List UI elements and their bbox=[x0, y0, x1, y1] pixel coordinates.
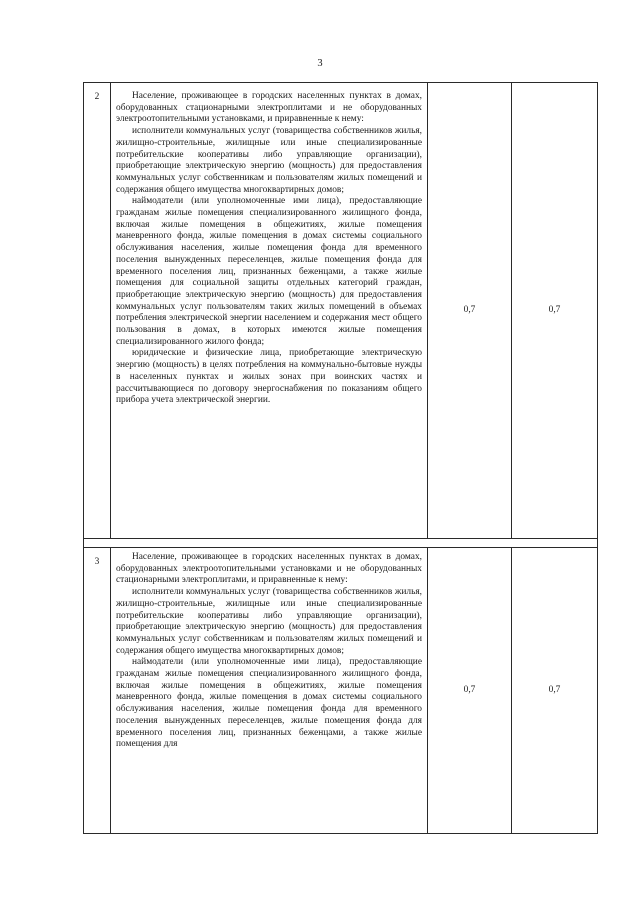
category-paragraph: наймодатели (или уполномоченные ими лица), предоставляющие гражданам жилые помещения специализированного жилищного фонда, включая жилые помещения в общежитиях, жилые помещения маневренного фонда, жилые помещения в домах системы социального обслуживания населения, жилые помещения фонда для временного поселения вынужденных переселенцев, жилые помещения фонда для временного поселения лиц, признанных беженцами, а также жилые помещения для bbox=[116, 657, 422, 750]
category-paragraph: исполнители коммунальных услуг (товарищества собственников жилья, жилищно-строительные, жилищные или иные специализированные потребительские кооперативы либо управляющие организации), приобретающие электрическую энергию (мощность) для предоставления коммунальных услуг собственникам и пользователям жилых помещений и содержания общего имущества многоквартирных домов; bbox=[116, 587, 422, 656]
table-row bbox=[84, 83, 598, 539]
category-description bbox=[111, 83, 428, 539]
category-paragraph: Население, проживающее в городских населенных пунктах в домах, оборудованных стационарными электроплитами и не оборудованных электроотопительными установками, и приравненные к нему: bbox=[116, 91, 422, 125]
coefficient-value-1: 0,7 bbox=[428, 548, 512, 834]
row-gap bbox=[84, 539, 598, 548]
category-paragraph: наймодатели (или уполномоченные ими лица), предоставляющие гражданам жилые помещения специализированного жилищного фонда, включая жилые помещения в общежитиях, жилые помещения маневренного фонда, жилые помещения в домах системы социального обслуживания населения, жилые помещения фонда для временного поселения вынужденных переселенцев, жилые помещения фонда для временного поселения лиц, признанных беженцами, а также жилые помещения для социальной защиты отдельных категорий граждан, приобретающие электрическую энергию (мощность) для предоставления коммунальных услуг пользователям таких жилых помещений в объемах потребления электрической энергии населением и содержания мест общего пользования в домах, в которых имеются жилые помещения специализированного жилого фонда; bbox=[116, 196, 422, 347]
row-number: 3 bbox=[84, 548, 111, 834]
coefficient-value-1: 0,7 bbox=[428, 83, 512, 539]
coefficient-value-2: 0,7 bbox=[512, 548, 598, 834]
row-gap-cell bbox=[84, 539, 598, 548]
tariff-table bbox=[83, 82, 598, 834]
row-number: 2 bbox=[84, 83, 111, 539]
page-number: 3 bbox=[317, 58, 323, 69]
category-paragraph: Население, проживающее в городских населенных пунктах в домах, оборудованных электроотопительными установками и не оборудованных стационарными электроплитами, и приравненные к нему: bbox=[116, 552, 422, 586]
coefficient-value-2: 0,7 bbox=[512, 83, 598, 539]
category-description bbox=[111, 548, 428, 834]
table-row bbox=[84, 548, 598, 834]
category-paragraph: исполнители коммунальных услуг (товарищества собственников жилья, жилищно-строительные, жилищные или иные специализированные потребительские кооперативы либо управляющие организации), приобретающие электрическую энергию (мощность) для предоставления коммунальных услуг собственникам и пользователям жилых помещений и содержания общего имущества многоквартирных домов; bbox=[116, 126, 422, 195]
category-paragraph: юридические и физические лица, приобретающие электрическую энергию (мощность) в целях потребления на коммунально-бытовые нужды в населенных пунктах и жилых зонах при воинских частях и рассчитывающиеся по договору энергоснабжения по показаниям общего прибора учета электрической энергии. bbox=[116, 348, 422, 406]
